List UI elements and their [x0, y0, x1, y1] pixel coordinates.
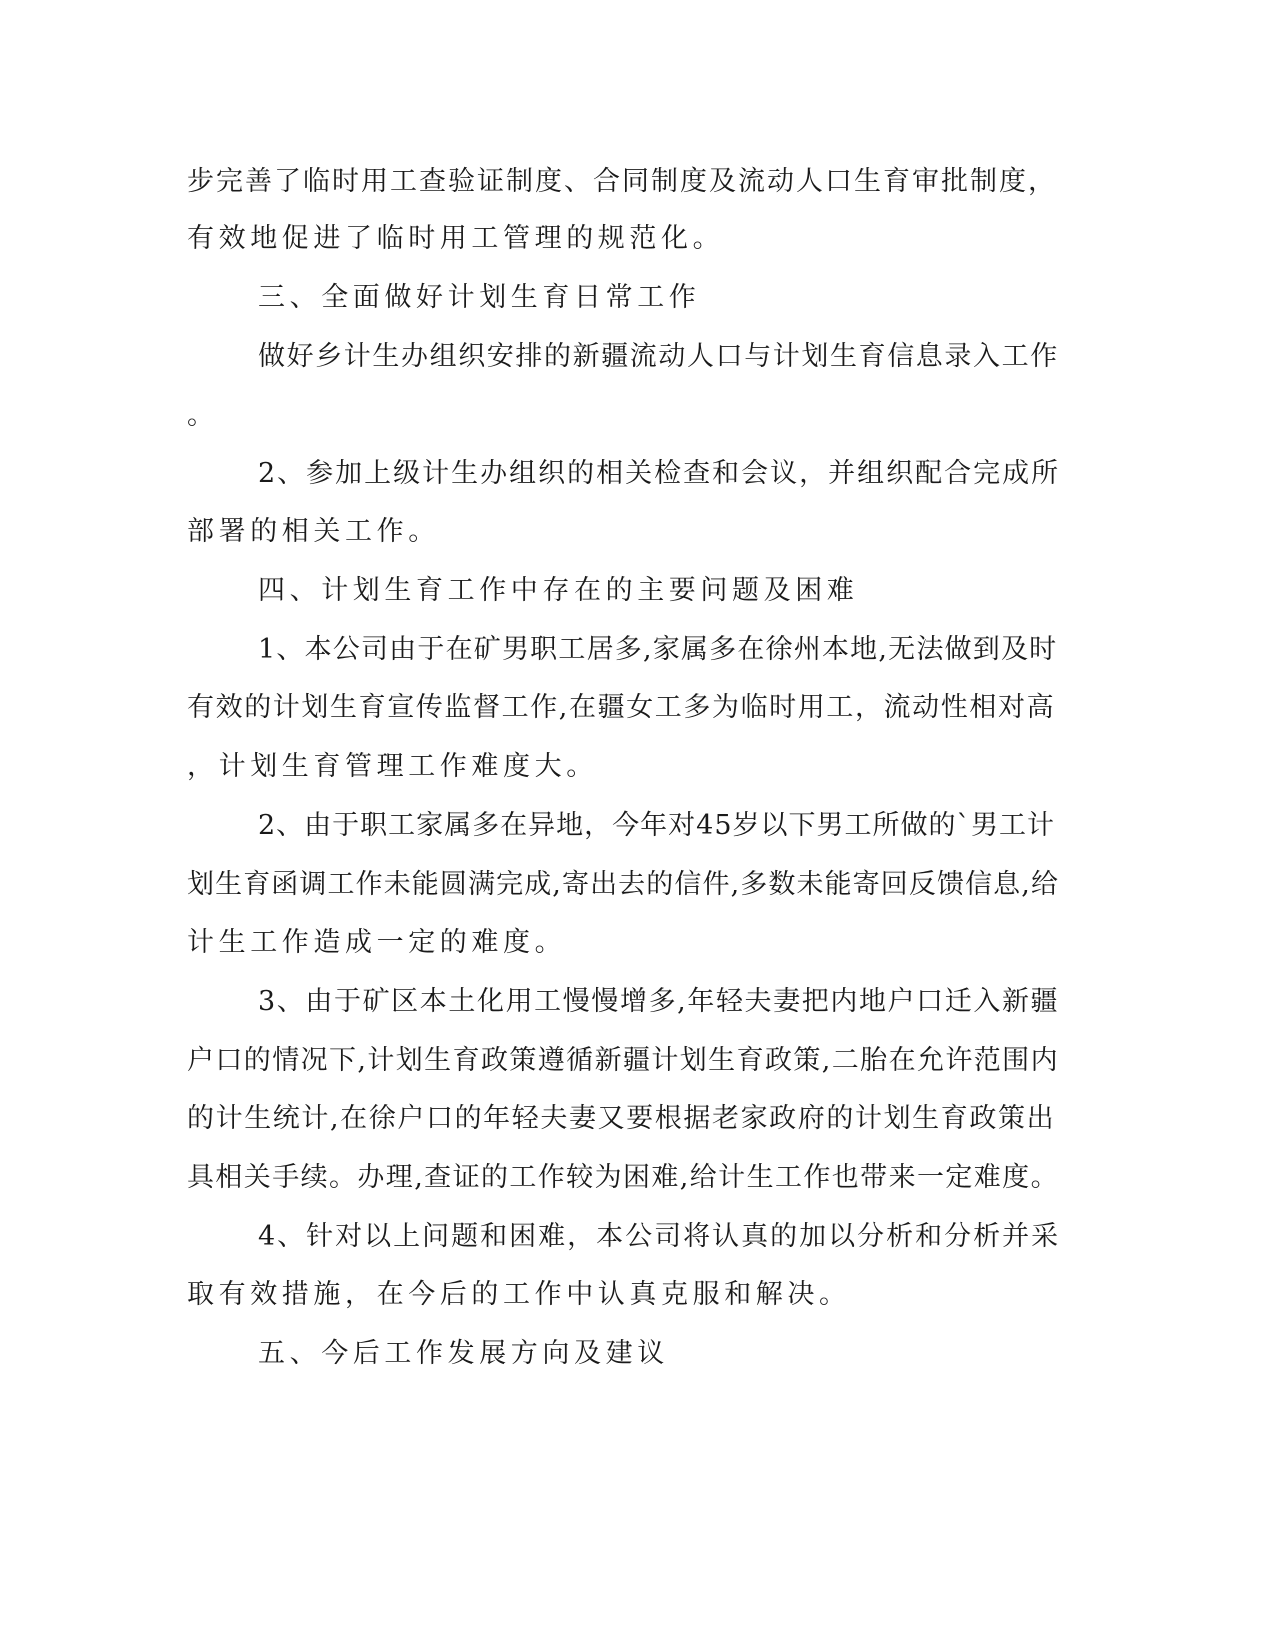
text-line: 。: [187, 400, 219, 431]
text-line: 2、由于职工家属多在异地，今年对45岁以下男工所做的`男工计: [258, 810, 1056, 841]
text-line: ，计划生育管理工作难度大。: [187, 751, 598, 782]
section-heading: 四、计划生育工作中存在的主要问题及困难: [258, 575, 859, 606]
text-line: 2、参加上级计生办组织的相关检查和会议，并组织配合完成所: [258, 458, 1061, 489]
text-line: 1、本公司由于在矿男职工居多,家属多在徐州本地,无法做到及时: [258, 634, 1058, 665]
text-line: 做好乡计生办组织安排的新疆流动人口与计划生育信息录入工作: [258, 341, 1059, 372]
text-line: 部署的相关工作。: [187, 516, 440, 547]
text-line: 计生工作造成一定的难度。: [187, 927, 567, 958]
text-line: 有效地促进了临时用工管理的规范化。: [187, 223, 725, 254]
section-heading: 三、全面做好计划生育日常工作: [258, 282, 701, 313]
text-line: 户口的情况下,计划生育政策遵循新疆计划生育政策,二胎在允许范围内: [187, 1045, 1059, 1076]
text-line: 有效的计划生育宣传监督工作,在疆女工多为临时用工，流动性相对高: [187, 692, 1056, 723]
text-line: 取有效措施，在今后的工作中认真克服和解决。: [187, 1279, 851, 1310]
text-line: 4、针对以上问题和困难，本公司将认真的加以分析和分析并采: [258, 1221, 1061, 1252]
section-heading: 五、今后工作发展方向及建议: [258, 1338, 669, 1369]
text-line: 步完善了临时用工查验证制度、合同制度及流动人口生育审批制度，: [187, 166, 1057, 197]
text-line: 的计生统计,在徐户口的年轻夫妻又要根据老家政府的计划生育政策出: [187, 1103, 1056, 1134]
text-line: 划生育函调工作未能圆满完成,寄出去的信件,多数未能寄回反馈信息,给: [187, 869, 1060, 900]
text-line: 具相关手续。办理,查证的工作较为困难,给计生工作也带来一定难度。: [187, 1162, 1059, 1193]
text-line: 3、由于矿区本土化用工慢慢增多,年轻夫妻把内地户口迁入新疆: [258, 986, 1060, 1017]
